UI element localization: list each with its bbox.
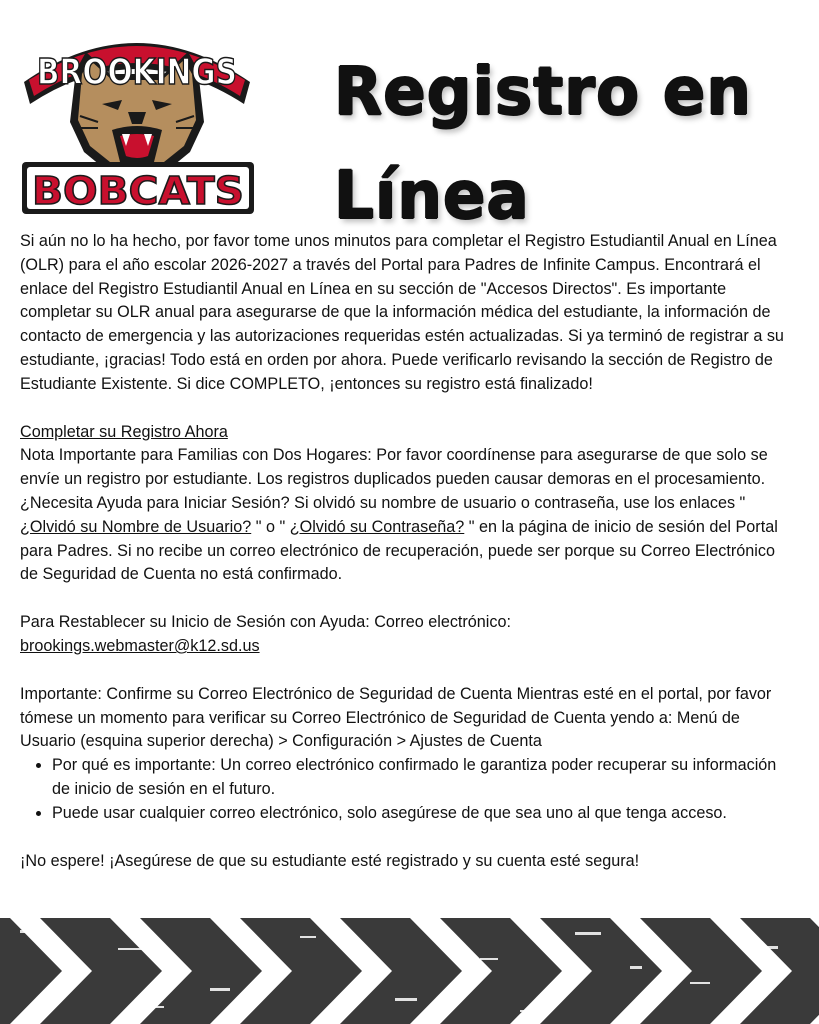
login-help-middle: " o " [251,517,290,536]
reset-login-text: Para Restablecer su Inicio de Sesión con Ayuda: Correo electrónico: [20,613,511,632]
login-help-prefix: ¿Necesita Ayuda para Iniciar Sesión? Si olvidó su nombre de usuario o contraseña, use los enlaces " [20,493,746,512]
page-content [20,230,792,873]
footer-chevron-band [0,918,819,1024]
title-line-2: Línea [334,157,530,234]
register-now-link[interactable]: Completar su Registro Ahora [20,422,228,441]
important-paragraph: Importante: Confirme su Correo Electrónico de Seguridad de Cuenta Mientras esté en el portal, por favor tómese un momento para verificar su Correo Electrónico de Seguridad de Cuenta yendo a: Menú de Usuario (esquina superior derecha) > Configuración > Ajustes de Cuenta [20,684,772,751]
two-homes-note: Nota Importante para Familias con Dos Hogares: Por favor coordínense para asegurarse de que solo se envíe un registro por estudiante. Los registros duplicados pueden causar demoras en el procesamiento. [20,446,768,489]
login-help-suffix: " en la página de inicio de sesión del Portal para Padres. Si no recibe un correo electrónico de recuperación, puede ser porque su Correo Electrónico de Seguridad de Cuenta no está confirmado. [20,517,778,584]
brookings-bobcats-logo [18,12,256,217]
title-line-1: Registro en [334,53,752,130]
logo-bottom-text: BOBCATS [32,169,244,213]
logo-top-text: BROOKINGS [37,52,237,93]
forgot-password-link[interactable]: ¿Olvidó su Contraseña? [289,517,465,536]
webmaster-email-link[interactable]: brookings.webmaster@k12.sd.us [20,636,260,655]
list-item: • Puede usar cualquier correo electrónico, solo asegúrese de que sea uno al que tenga acceso. [52,802,792,826]
intro-paragraph: Si aún no lo ha hecho, por favor tome unos minutos para completar el Registro Estudiantil Anual en Línea (OLR) para el año escolar 2026-2027 a través del Portal para Padres de Infinite Campus. Encontrará el enlace del Registro Estudiantil Anual en Línea en su sección de "Accesos Directos". Es importante completar su OLR anual para asegurarse de que la información médica del estudiante, la información de contacto de emergencia y las autorizaciones requeridas estén actualizadas. Si ya terminó de registrar a su estudiante, ¡gracias! Todo está en orden por ahora. Puede verificarlo revisando la sección de Registro de Estudiante Existente. Si dice COMPLETO, ¡entonces su registro está finalizado! [20,232,784,393]
closing-text: ¡No espere! ¡Asegúrese de que su estudiante esté registrado y su cuenta esté segura! [20,851,640,870]
forgot-username-link[interactable]: ¿Olvidó su Nombre de Usuario? [20,517,252,536]
login-help-paragraph [20,492,792,587]
list-item: • Por qué es importante: Un correo electrónico confirmado le garantiza poder recuperar su información de inicio de sesión en el futuro. [52,754,792,802]
important-bullet-list [20,754,792,825]
page-title [334,40,781,248]
chevron-pattern [0,918,819,1024]
